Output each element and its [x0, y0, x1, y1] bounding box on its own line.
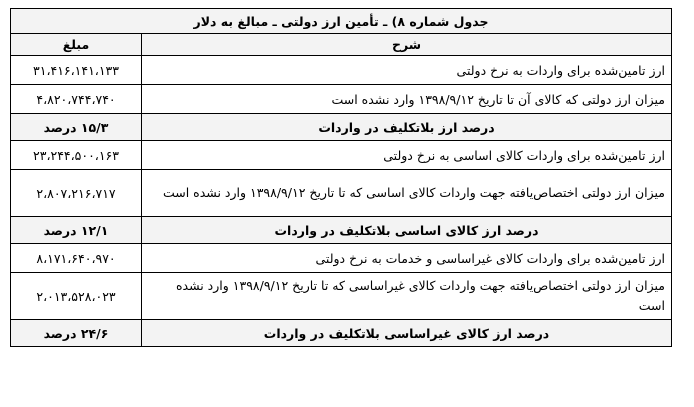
table-row: [11, 56, 672, 85]
summary-row: [11, 217, 672, 244]
row-amount: ۲۳،۲۴۴،۵۰۰،۱۶۳: [11, 141, 142, 170]
table-title-row: [11, 9, 672, 34]
row-amount: ۴،۸۲۰،۷۴۴،۷۴۰: [11, 85, 142, 114]
summary-percent: ۱۵/۳ درصد: [11, 114, 142, 141]
summary-row: [11, 320, 672, 347]
row-description: ارز تامین‌شده برای واردات کالای غیراساسی و خدمات به نرخ دولتی: [142, 244, 672, 273]
row-description: میزان ارز دولتی اختصاص‌یافته جهت واردات کالای غیراساسی که تا تاریخ ۱۳۹۸/۹/۱۲ وارد نشده است: [142, 273, 672, 320]
summary-description: درصد ارز کالای اساسی بلاتکلیف در واردات: [142, 217, 672, 244]
table-row: [11, 141, 672, 170]
table-title: جدول شماره ۸) ـ تأمین ارز دولتی ـ مبالغ به دلار: [11, 9, 672, 34]
currency-table: [10, 8, 672, 347]
row-description: ارز تامین‌شده برای واردات کالای اساسی به نرخ دولتی: [142, 141, 672, 170]
row-amount: ۲،۰۱۳،۵۲۸،۰۲۳: [11, 273, 142, 320]
table-row: [11, 244, 672, 273]
table-header-row: [11, 34, 672, 56]
summary-description: درصد ارز کالای غیراساسی بلاتکلیف در واردات: [142, 320, 672, 347]
summary-percent: ۱۲/۱ درصد: [11, 217, 142, 244]
row-amount: ۲،۸۰۷،۲۱۶،۷۱۷: [11, 170, 142, 217]
row-description: میزان ارز دولتی که کالای آن تا تاریخ ۱۳۹۸/۹/۱۲ وارد نشده است: [142, 85, 672, 114]
row-description: ارز تامین‌شده برای واردات به نرخ دولتی: [142, 56, 672, 85]
header-amount: مبلغ: [11, 34, 142, 56]
summary-percent: ۲۴/۶ درصد: [11, 320, 142, 347]
table-row: [11, 273, 672, 320]
summary-row: [11, 114, 672, 141]
row-description: میزان ارز دولتی اختصاص‌یافته جهت واردات کالای اساسی که تا تاریخ ۱۳۹۸/۹/۱۲ وارد نشده است: [142, 170, 672, 217]
table-row: [11, 85, 672, 114]
summary-description: درصد ارز بلاتکلیف در واردات: [142, 114, 672, 141]
row-amount: ۳۱،۴۱۶،۱۴۱،۱۳۳: [11, 56, 142, 85]
row-amount: ۸،۱۷۱،۶۴۰،۹۷۰: [11, 244, 142, 273]
table-row: [11, 170, 672, 217]
header-description: شرح: [142, 34, 672, 56]
